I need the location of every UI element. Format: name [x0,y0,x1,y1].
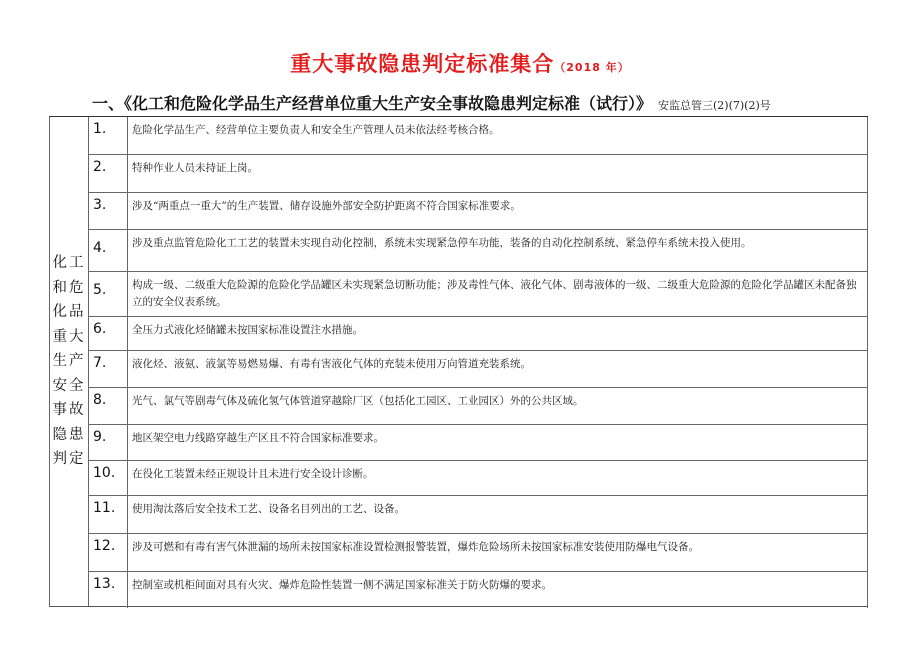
item-number: 9. [89,425,128,460]
table-row [89,571,868,608]
item-number: 11. [89,496,128,533]
table-row [89,154,868,192]
table-row [89,424,868,460]
item-number: 4. [89,230,128,271]
item-text: 控制室或机柜间面对具有火灾、爆炸危险性装置一侧不满足国家标准关于防火防爆的要求。 [128,572,868,608]
category-label: 化工和危化品重大生产安全事故隐患判定 [52,255,86,468]
item-number: 1. [89,117,128,154]
item-number: 12. [89,534,128,571]
item-text: 特种作业人员未持证上岗。 [128,155,868,192]
page-title [0,48,920,78]
item-text: 在役化工装置未经正规设计且未进行安全设计诊断。 [128,461,868,495]
category-cell [49,117,89,606]
item-number: 13. [89,572,128,608]
table-row [89,533,868,571]
section-heading-text: 一、《化工和危险化学品生产经营单位重大生产安全事故隐患判定标准（试行）》 [92,94,653,113]
table-row [89,229,868,271]
title-year: （2018 年） [554,61,630,74]
section-heading [92,91,892,114]
table-row [89,387,868,424]
table-rows [89,117,868,606]
item-number: 7. [89,351,128,387]
table-row [89,316,868,350]
item-number: 5. [89,272,128,316]
item-text: 构成一级、二级重大危险源的危险化学品罐区未实现紧急切断功能；涉及毒性气体、液化气体、剧毒液体的一级、二级重大危险源的危险化学品罐区未配备独立的安全仪表系统。 [128,272,868,316]
item-text: 全压力式液化烃储罐未按国家标准设置注水措施。 [128,317,868,350]
item-text: 涉及重点监管危险化工工艺的装置未实现自动化控制，系统未实现紧急停车功能，装备的自动化控制系统、紧急停车系统未投入使用。 [128,230,868,271]
title-text: 重大事故隐患判定标准集合 [290,52,555,76]
item-text: 地区架空电力线路穿越生产区且不符合国家标准要求。 [128,425,868,460]
table-row [89,350,868,387]
table-row [89,117,868,154]
item-number: 6. [89,317,128,350]
item-number: 3. [89,193,128,229]
table-row [89,495,868,533]
item-text: 危险化学品生产、经营单位主要负责人和安全生产管理人员未依法经考核合格。 [128,117,868,154]
table-row [89,192,868,229]
item-number: 2. [89,155,128,192]
document-number: 安监总管三(2)(7)(2)号 [658,99,771,112]
item-text: 光气、氯气等剧毒气体及硫化氢气体管道穿越除厂区（包括化工园区、工业园区）外的公共区域。 [128,388,868,424]
item-text: 涉及可燃和有毒有害气体泄漏的场所未按国家标准设置检测报警装置，爆炸危险场所未按国家标准安装使用防爆电气设备。 [128,534,868,571]
item-text: 涉及“两重点一重大”的生产装置、储存设施外部安全防护距离不符合国家标准要求。 [128,193,868,229]
table-row [89,460,868,495]
item-text: 使用淘汰落后安全技术工艺、设备名目列出的工艺、设备。 [128,496,868,533]
table-row [89,271,868,316]
hazard-table [49,116,868,607]
item-number: 8. [89,388,128,424]
item-number: 10. [89,461,128,495]
item-text: 液化烃、液氨、液氯等易燃易爆、有毒有害液化气体的充装未使用万向管道充装系统。 [128,351,868,387]
